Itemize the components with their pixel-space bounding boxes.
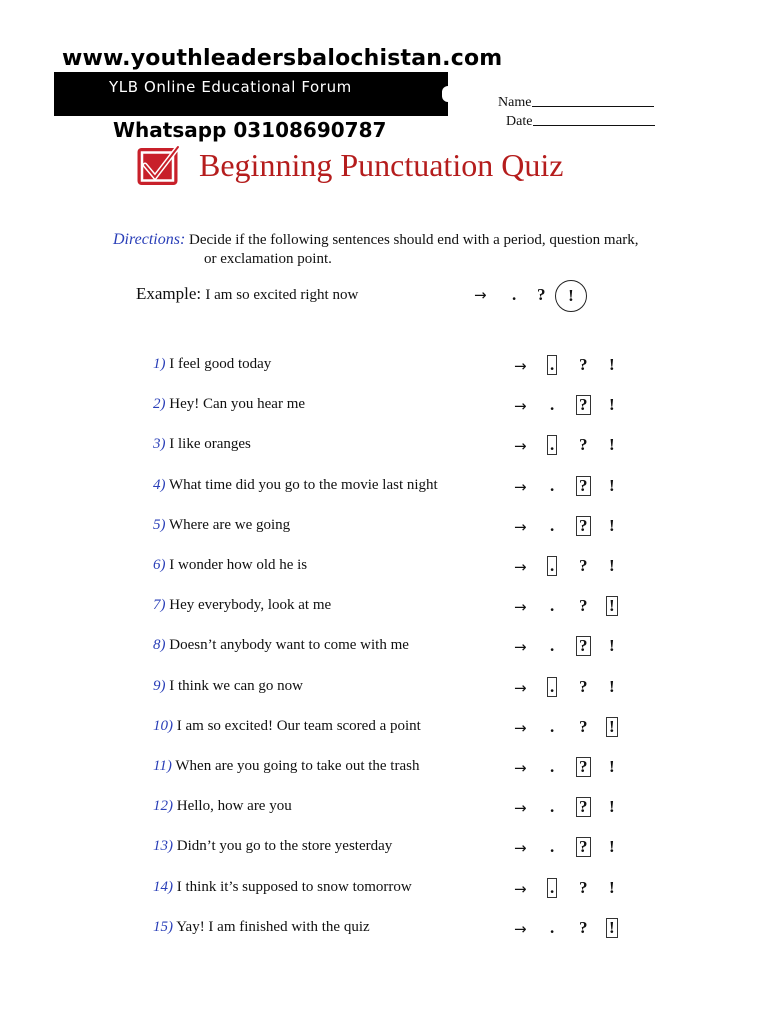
option-exclamation[interactable]: ! (609, 556, 615, 575)
question-item (153, 758, 419, 775)
example-option-period: . (512, 285, 517, 304)
question-number: 1) (153, 356, 166, 372)
option-exclamation[interactable]: ! (609, 677, 615, 696)
arrow-icon: → (514, 518, 527, 536)
option-question[interactable]: ? (579, 717, 588, 736)
option-period-selected[interactable]: . (547, 878, 557, 898)
date-field[interactable] (498, 112, 655, 131)
example-label: Example: (136, 284, 202, 303)
question-item (153, 637, 409, 654)
option-question[interactable]: ? (579, 596, 588, 615)
option-exclamation[interactable]: ! (609, 395, 615, 414)
option-period-selected[interactable]: . (547, 677, 557, 697)
option-exclamation[interactable]: ! (609, 355, 615, 374)
option-period[interactable]: . (550, 596, 555, 615)
checkmark-logo-icon (136, 145, 182, 187)
date-label: Date (506, 114, 533, 129)
question-number: 12) (153, 798, 173, 814)
question-number: 14) (153, 879, 173, 895)
arrow-icon: → (514, 719, 527, 737)
option-question[interactable]: ? (579, 878, 588, 897)
question-text: Hey everybody, look at me (169, 597, 332, 613)
option-question-selected[interactable]: ? (576, 837, 591, 857)
option-period[interactable]: . (550, 395, 555, 414)
question-item (153, 597, 331, 614)
question-item (153, 356, 271, 373)
question-text: I wonder how old he is (169, 557, 308, 573)
option-exclamation-selected[interactable]: ! (606, 596, 618, 616)
directions-line-2: or exclamation point. (204, 251, 332, 267)
question-number: 4) (153, 477, 166, 493)
question-number: 6) (153, 557, 166, 573)
option-exclamation[interactable]: ! (609, 476, 615, 495)
option-exclamation[interactable]: ! (609, 797, 615, 816)
arrow-icon: → (514, 638, 527, 656)
question-number: 5) (153, 517, 166, 533)
option-period[interactable]: . (550, 476, 555, 495)
arrow-icon: → (514, 598, 527, 616)
option-period[interactable]: . (550, 717, 555, 736)
option-question[interactable]: ? (579, 918, 588, 937)
example-text: I am so excited right now (205, 287, 359, 303)
question-text: I like oranges (169, 436, 251, 452)
question-text: When are you going to take out the trash (175, 758, 420, 774)
name-date-fields (498, 93, 655, 131)
question-item (153, 517, 290, 534)
option-question-selected[interactable]: ? (576, 476, 591, 496)
option-period[interactable]: . (550, 837, 555, 856)
question-text: Hello, how are you (176, 798, 292, 814)
option-period[interactable]: . (550, 516, 555, 535)
example-option-question: ? (537, 285, 546, 304)
question-text: Doesn’t anybody want to come with me (169, 637, 409, 653)
question-number: 9) (153, 678, 166, 694)
arrow-icon: → (514, 558, 527, 576)
question-text: What time did you go to the movie last night (168, 477, 438, 493)
option-question-selected[interactable]: ? (576, 516, 591, 536)
arrow-icon: → (514, 799, 527, 817)
question-number: 11) (153, 758, 172, 774)
question-text: I am so excited! Our team scored a point (176, 718, 421, 734)
question-text: Didn’t you go to the store yesterday (176, 838, 393, 854)
option-period-selected[interactable]: . (547, 435, 557, 455)
question-item (153, 718, 421, 735)
quiz-title: Beginning Punctuation Quiz (199, 147, 564, 183)
name-field[interactable] (498, 93, 655, 112)
option-exclamation[interactable]: ! (609, 837, 615, 856)
arrow-icon: → (514, 357, 527, 375)
option-question[interactable]: ? (579, 355, 588, 374)
question-item (153, 919, 370, 936)
question-item (153, 879, 412, 896)
option-exclamation[interactable]: ! (609, 435, 615, 454)
option-question-selected[interactable]: ? (576, 797, 591, 817)
directions-line-1: Decide if the following sentences should end with a period, question mark, (189, 232, 639, 248)
directions-label: Directions: (113, 231, 186, 248)
option-question-selected[interactable]: ? (576, 636, 591, 656)
directions (113, 230, 673, 269)
option-period[interactable]: . (550, 636, 555, 655)
arrow-icon: → (514, 839, 527, 857)
question-number: 8) (153, 637, 166, 653)
example-row (136, 284, 358, 304)
option-period[interactable]: . (550, 757, 555, 776)
arrow-icon: → (514, 880, 527, 898)
question-text: Hey! Can you hear me (169, 396, 306, 412)
forum-name: YLB Online Educational Forum (109, 78, 352, 96)
arrow-icon: → (514, 397, 527, 415)
option-exclamation[interactable]: ! (609, 516, 615, 535)
name-blank[interactable] (532, 93, 654, 107)
date-blank[interactable] (533, 112, 655, 126)
arrow-icon: → (514, 920, 527, 938)
arrow-icon: → (514, 437, 527, 455)
question-text: I think it’s supposed to snow tomorrow (176, 879, 412, 895)
option-question[interactable]: ? (579, 677, 588, 696)
question-item (153, 477, 438, 494)
option-question-selected[interactable]: ? (576, 395, 591, 415)
arrow-icon: → (514, 478, 527, 496)
forum-banner (54, 72, 448, 116)
whatsapp-contact: Whatsapp 03108690787 (113, 118, 387, 142)
option-period[interactable]: . (550, 918, 555, 937)
example-arrow-icon: → (474, 286, 487, 304)
option-question[interactable]: ? (579, 435, 588, 454)
question-number: 2) (153, 396, 166, 412)
option-period[interactable]: . (550, 797, 555, 816)
name-label: Name (498, 95, 532, 110)
arrow-icon: → (514, 759, 527, 777)
option-exclamation-selected[interactable]: ! (606, 918, 618, 938)
question-item (153, 678, 303, 695)
option-exclamation[interactable]: ! (609, 636, 615, 655)
option-question[interactable]: ? (579, 556, 588, 575)
question-number: 7) (153, 597, 166, 613)
question-item (153, 436, 251, 453)
question-number: 15) (153, 919, 173, 935)
question-number: 13) (153, 838, 173, 854)
question-text: I feel good today (169, 356, 272, 372)
option-question-selected[interactable]: ? (576, 757, 591, 777)
banner-notch (442, 86, 448, 102)
question-text: I think we can go now (169, 678, 303, 694)
option-exclamation[interactable]: ! (609, 878, 615, 897)
arrow-icon: → (514, 679, 527, 697)
question-number: 3) (153, 436, 166, 452)
question-item (153, 838, 392, 855)
option-period-selected[interactable]: . (547, 355, 557, 375)
question-number: 10) (153, 718, 173, 734)
option-exclamation[interactable]: ! (609, 757, 615, 776)
question-item (153, 396, 305, 413)
option-period-selected[interactable]: . (547, 556, 557, 576)
question-text: Yay! I am finished with the quiz (176, 919, 370, 935)
question-item (153, 557, 307, 574)
option-exclamation-selected[interactable]: ! (606, 717, 618, 737)
question-item (153, 798, 292, 815)
question-text: Where are we going (168, 517, 291, 533)
example-option-exclamation-circled: ! (555, 280, 587, 312)
site-url[interactable]: www.youthleadersbalochistan.com (62, 46, 503, 71)
